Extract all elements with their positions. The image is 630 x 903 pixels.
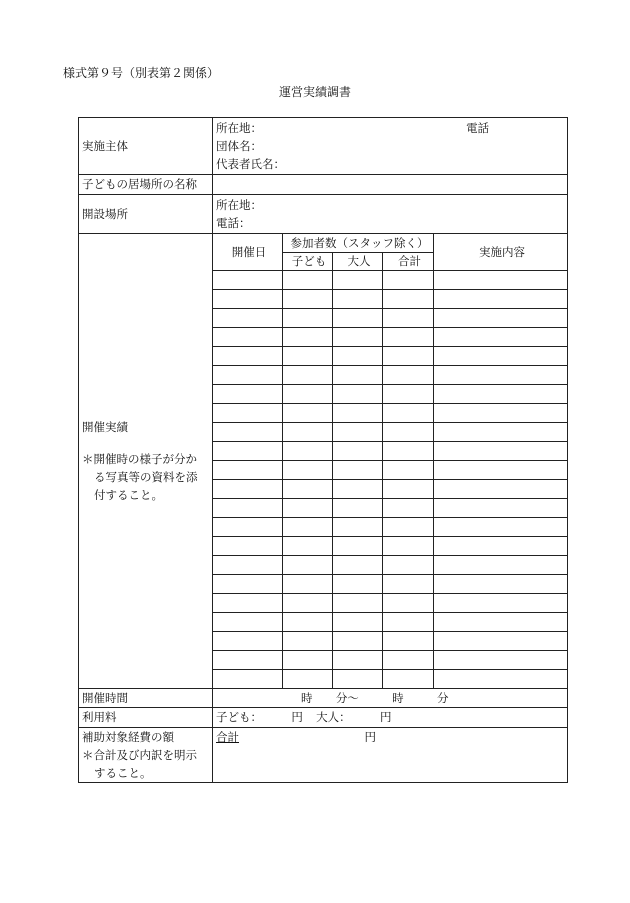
children-cell[interactable] xyxy=(283,480,333,499)
organizer-rep-line[interactable] xyxy=(216,155,567,173)
children-cell[interactable] xyxy=(283,594,333,613)
children-cell[interactable] xyxy=(283,385,333,404)
total-cell[interactable] xyxy=(383,385,434,404)
venue-address-line[interactable] xyxy=(216,196,567,214)
total-cell[interactable] xyxy=(383,480,434,499)
date-cell[interactable] xyxy=(213,442,283,461)
children-cell[interactable] xyxy=(283,309,333,328)
date-cell[interactable] xyxy=(213,518,283,537)
subsidy-note-line: ＊合計及び内訳を明示 xyxy=(82,748,197,762)
venue-phone-label: 電話： xyxy=(216,216,251,230)
organizer-group-line[interactable] xyxy=(216,137,567,155)
total-cell[interactable] xyxy=(383,290,434,309)
date-cell[interactable] xyxy=(213,537,283,556)
organizer-rep-label: 代表者氏名： xyxy=(216,157,285,171)
total-cell[interactable] xyxy=(383,594,434,613)
children-cell[interactable] xyxy=(283,290,333,309)
venue-label: 開設場所 xyxy=(79,195,213,234)
children-cell[interactable] xyxy=(283,518,333,537)
children-cell[interactable] xyxy=(283,575,333,594)
results-note-line: る写真等の資料を添 xyxy=(94,470,198,484)
document-title: 運営実績調書 xyxy=(278,85,351,99)
content-cell[interactable] xyxy=(434,499,568,518)
hours-hour-1: 時 xyxy=(301,690,313,705)
content-cell[interactable] xyxy=(434,518,568,537)
content-cell[interactable] xyxy=(434,385,568,404)
total-cell[interactable] xyxy=(383,537,434,556)
adults-cell[interactable] xyxy=(333,461,383,480)
adults-cell[interactable] xyxy=(333,651,383,670)
children-cell[interactable] xyxy=(283,670,333,689)
fee-adults-yen: 円 xyxy=(379,710,392,724)
col-total-header: 合計 xyxy=(383,253,434,271)
content-cell[interactable] xyxy=(434,670,568,689)
date-cell[interactable] xyxy=(213,290,283,309)
adults-cell[interactable] xyxy=(333,575,383,594)
total-cell[interactable] xyxy=(383,366,434,385)
date-cell[interactable] xyxy=(213,594,283,613)
content-cell[interactable] xyxy=(434,290,568,309)
subsidy-row xyxy=(79,728,568,783)
place-name-row xyxy=(79,175,568,195)
total-cell[interactable] xyxy=(383,328,434,347)
total-cell[interactable] xyxy=(383,423,434,442)
organizer-address-line[interactable] xyxy=(216,119,567,137)
hours-label: 開催時間 xyxy=(79,689,213,708)
total-cell[interactable] xyxy=(383,404,434,423)
date-cell[interactable] xyxy=(213,404,283,423)
adults-cell[interactable] xyxy=(333,404,383,423)
total-cell[interactable] xyxy=(383,461,434,480)
organizer-phone-label: 電話 xyxy=(466,121,490,135)
adults-cell[interactable] xyxy=(333,366,383,385)
venue-phone-line[interactable] xyxy=(216,214,567,232)
date-cell[interactable] xyxy=(213,575,283,594)
subsidy-yen: 円 xyxy=(364,730,376,744)
date-cell[interactable] xyxy=(213,480,283,499)
results-note-line: ＊開催時の様子が分か xyxy=(82,452,197,466)
adults-cell[interactable] xyxy=(333,328,383,347)
children-cell[interactable] xyxy=(283,613,333,632)
adults-cell[interactable] xyxy=(333,347,383,366)
date-cell[interactable] xyxy=(213,556,283,575)
fee-field[interactable] xyxy=(213,708,568,728)
results-note-line: 付すること。 xyxy=(94,488,163,502)
content-cell[interactable] xyxy=(434,366,568,385)
total-cell[interactable] xyxy=(383,651,434,670)
total-cell[interactable] xyxy=(383,632,434,651)
content-cell[interactable] xyxy=(434,575,568,594)
date-cell[interactable] xyxy=(213,613,283,632)
col-children-header: 子ども xyxy=(283,253,333,271)
venue-row xyxy=(79,195,568,234)
results-header-row-1 xyxy=(79,234,568,253)
organizer-address-label: 所在地： xyxy=(216,121,262,135)
adults-cell[interactable] xyxy=(333,423,383,442)
content-cell[interactable] xyxy=(434,613,568,632)
hours-row xyxy=(79,689,568,708)
total-cell[interactable] xyxy=(383,575,434,594)
content-cell[interactable] xyxy=(434,651,568,670)
adults-cell[interactable] xyxy=(333,632,383,651)
hours-field[interactable] xyxy=(213,689,568,708)
report-table xyxy=(78,117,568,783)
content-cell[interactable] xyxy=(434,461,568,480)
content-cell[interactable] xyxy=(434,404,568,423)
organizer-row xyxy=(79,118,568,175)
subsidy-note-line: すること。 xyxy=(94,766,152,780)
fee-row xyxy=(79,708,568,728)
hours-hour-2: 時 xyxy=(392,690,404,705)
date-cell[interactable] xyxy=(213,461,283,480)
total-cell[interactable] xyxy=(383,442,434,461)
content-cell[interactable] xyxy=(434,442,568,461)
children-cell[interactable] xyxy=(283,556,333,575)
hours-minute-2: 分 xyxy=(436,690,449,705)
fee-adults-label: 大人： xyxy=(316,710,351,724)
total-cell[interactable] xyxy=(383,309,434,328)
content-cell[interactable] xyxy=(434,632,568,651)
children-cell[interactable] xyxy=(283,499,333,518)
children-cell[interactable] xyxy=(283,271,333,290)
content-cell[interactable] xyxy=(434,328,568,347)
adults-cell[interactable] xyxy=(333,613,383,632)
content-cell[interactable] xyxy=(434,309,568,328)
subsidy-total-label: 合計 xyxy=(216,730,239,744)
fee-children-yen: 円 xyxy=(291,710,303,724)
venue-address-label: 所在地： xyxy=(216,198,262,212)
col-adults-header: 大人 xyxy=(333,253,383,271)
date-cell[interactable] xyxy=(213,423,283,442)
total-cell[interactable] xyxy=(383,518,434,537)
subsidy-field[interactable] xyxy=(213,728,568,783)
adults-cell[interactable] xyxy=(333,594,383,613)
date-cell[interactable] xyxy=(213,271,283,290)
children-cell[interactable] xyxy=(283,537,333,556)
children-cell[interactable] xyxy=(283,442,333,461)
date-cell[interactable] xyxy=(213,328,283,347)
total-cell[interactable] xyxy=(383,670,434,689)
date-cell[interactable] xyxy=(213,366,283,385)
subsidy-total-line xyxy=(216,728,376,746)
fee-label: 利用料 xyxy=(79,708,213,728)
date-cell[interactable] xyxy=(213,309,283,328)
adults-cell[interactable] xyxy=(333,480,383,499)
place-name-field[interactable] xyxy=(213,175,568,195)
total-cell[interactable] xyxy=(383,271,434,290)
content-cell[interactable] xyxy=(434,594,568,613)
children-cell[interactable] xyxy=(283,347,333,366)
adults-cell[interactable] xyxy=(333,537,383,556)
fee-children-label: 子ども： xyxy=(216,710,262,724)
col-date-header: 開催日 xyxy=(213,234,283,271)
place-name-label: 子どもの居場所の名称 xyxy=(79,175,213,195)
content-cell[interactable] xyxy=(434,271,568,290)
adults-cell[interactable] xyxy=(333,670,383,689)
col-participants-header: 参加者数（スタッフ除く） xyxy=(283,234,434,253)
total-cell[interactable] xyxy=(383,556,434,575)
subsidy-label-cell xyxy=(79,728,213,783)
adults-cell[interactable] xyxy=(333,290,383,309)
content-cell[interactable] xyxy=(434,347,568,366)
total-cell[interactable] xyxy=(383,499,434,518)
children-cell[interactable] xyxy=(283,404,333,423)
organizer-fields xyxy=(213,118,568,175)
adults-cell[interactable] xyxy=(333,309,383,328)
venue-fields xyxy=(213,195,568,234)
total-cell[interactable] xyxy=(383,347,434,366)
hours-minute-1: 分〜 xyxy=(335,690,359,705)
results-label: 開催実績 xyxy=(82,420,128,434)
children-cell[interactable] xyxy=(283,632,333,651)
date-cell[interactable] xyxy=(213,347,283,366)
children-cell[interactable] xyxy=(283,461,333,480)
organizer-group-label: 団体名： xyxy=(216,139,262,153)
content-cell[interactable] xyxy=(434,423,568,442)
children-cell[interactable] xyxy=(283,366,333,385)
children-cell[interactable] xyxy=(283,423,333,442)
col-content-header: 実施内容 xyxy=(434,234,568,271)
adults-cell[interactable] xyxy=(333,385,383,404)
adults-cell[interactable] xyxy=(333,556,383,575)
adults-cell[interactable] xyxy=(333,499,383,518)
content-cell[interactable] xyxy=(434,556,568,575)
adults-cell[interactable] xyxy=(333,271,383,290)
form-number-label: 様式第９号（別表第２関係） xyxy=(63,66,220,80)
total-cell[interactable] xyxy=(383,613,434,632)
adults-cell[interactable] xyxy=(333,442,383,461)
children-cell[interactable] xyxy=(283,651,333,670)
organizer-label: 実施主体 xyxy=(79,118,213,175)
content-cell[interactable] xyxy=(434,480,568,499)
date-cell[interactable] xyxy=(213,385,283,404)
content-cell[interactable] xyxy=(434,537,568,556)
children-cell[interactable] xyxy=(283,328,333,347)
date-cell[interactable] xyxy=(213,670,283,689)
results-label-cell xyxy=(79,234,213,689)
date-cell[interactable] xyxy=(213,632,283,651)
date-cell[interactable] xyxy=(213,651,283,670)
date-cell[interactable] xyxy=(213,499,283,518)
adults-cell[interactable] xyxy=(333,518,383,537)
subsidy-label: 補助対象経費の額 xyxy=(82,730,174,744)
